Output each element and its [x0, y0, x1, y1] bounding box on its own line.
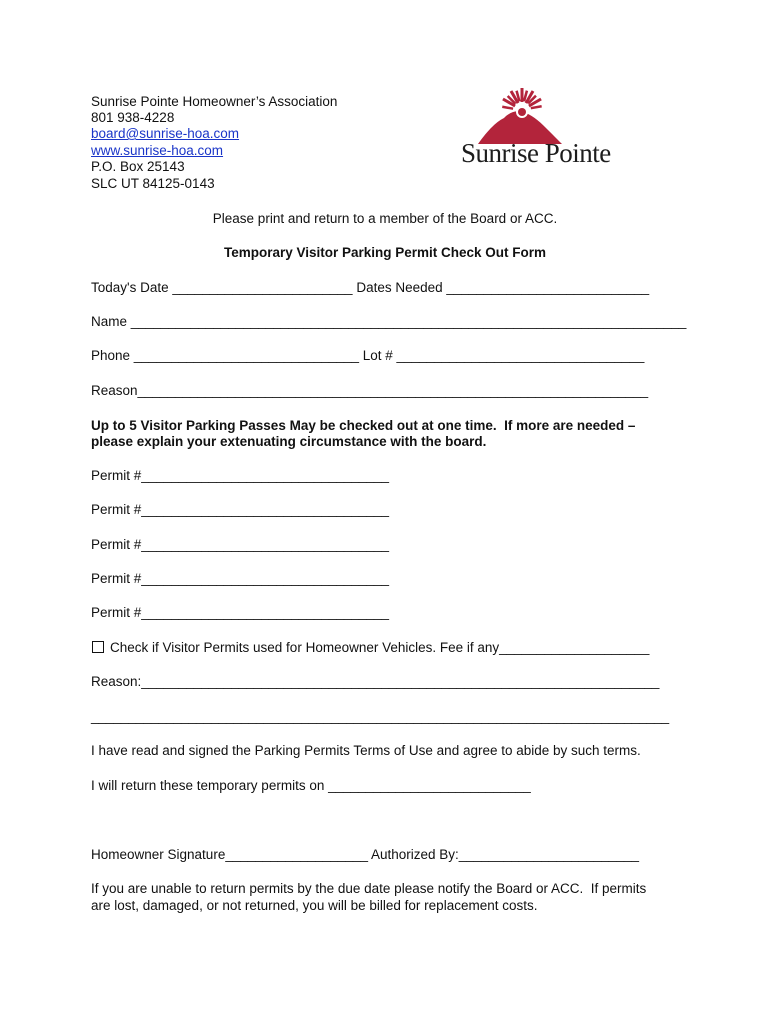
logo-wordmark: Sunrise Pointe [461, 138, 611, 168]
instructions: Please print and return to a member of the Board or ACC. [212, 211, 558, 226]
return-date-field[interactable]: I will return these temporary permits on ___________________________ [91, 778, 531, 793]
permit-field-1[interactable]: Permit #_________________________________ [91, 468, 390, 483]
homeowner-vehicle-checkbox[interactable] [92, 641, 104, 653]
homeowner-vehicle-label: Check if Visitor Permits used for Homeowner Vehicles. Fee if any____________________ [110, 640, 650, 655]
footer-line-1: If you are unable to return permits by the due date please notify the Board or ACC. If permits [91, 881, 647, 896]
org-name: Sunrise Pointe Homeowner’s Association [91, 94, 338, 109]
reason2-continuation[interactable]: _____________________________________________________________________________ [91, 709, 670, 724]
notice-line-1: Up to 5 Visitor Parking Passes May be checked out at one time. If more are needed – [91, 418, 636, 433]
agreement-text: I have read and signed the Parking Permits Terms of Use and agree to abide by such terms. [91, 743, 641, 758]
signature-field[interactable]: Homeowner Signature___________________ Authorized By:________________________ [91, 847, 639, 862]
todays-date-field[interactable]: Today's Date ________________________ Dates Needed ___________________________ [91, 280, 650, 295]
phone-lot-field[interactable]: Phone ______________________________ Lot # _________________________________ [91, 348, 645, 363]
permit-field-3[interactable]: Permit #_________________________________ [91, 537, 390, 552]
org-phone: 801 938-4228 [91, 110, 175, 125]
permit-field-5[interactable]: Permit #_________________________________ [91, 605, 390, 620]
form-title: Temporary Visitor Parking Permit Check Out Form [223, 245, 547, 260]
po-box: P.O. Box 25143 [91, 159, 185, 174]
permit-field-4[interactable]: Permit #_________________________________ [91, 571, 390, 586]
website-link[interactable]: www.sunrise-hoa.com [91, 143, 224, 158]
footer-line-2: are lost, damaged, or not returned, you will be billed for replacement costs. [91, 898, 538, 913]
permit-field-2[interactable]: Permit #_________________________________ [91, 502, 390, 517]
reason2-field[interactable]: Reason:_____________________________________________________________________ [91, 674, 660, 689]
name-field[interactable]: Name __________________________________________________________________________ [91, 314, 687, 329]
email-link[interactable]: board@sunrise-hoa.com [91, 126, 240, 141]
notice-line-2: please explain your extenuating circumstance with the board. [91, 434, 487, 449]
reason-field[interactable]: Reason____________________________________________________________________ [91, 383, 649, 398]
city-zip: SLC UT 84125-0143 [91, 176, 215, 191]
